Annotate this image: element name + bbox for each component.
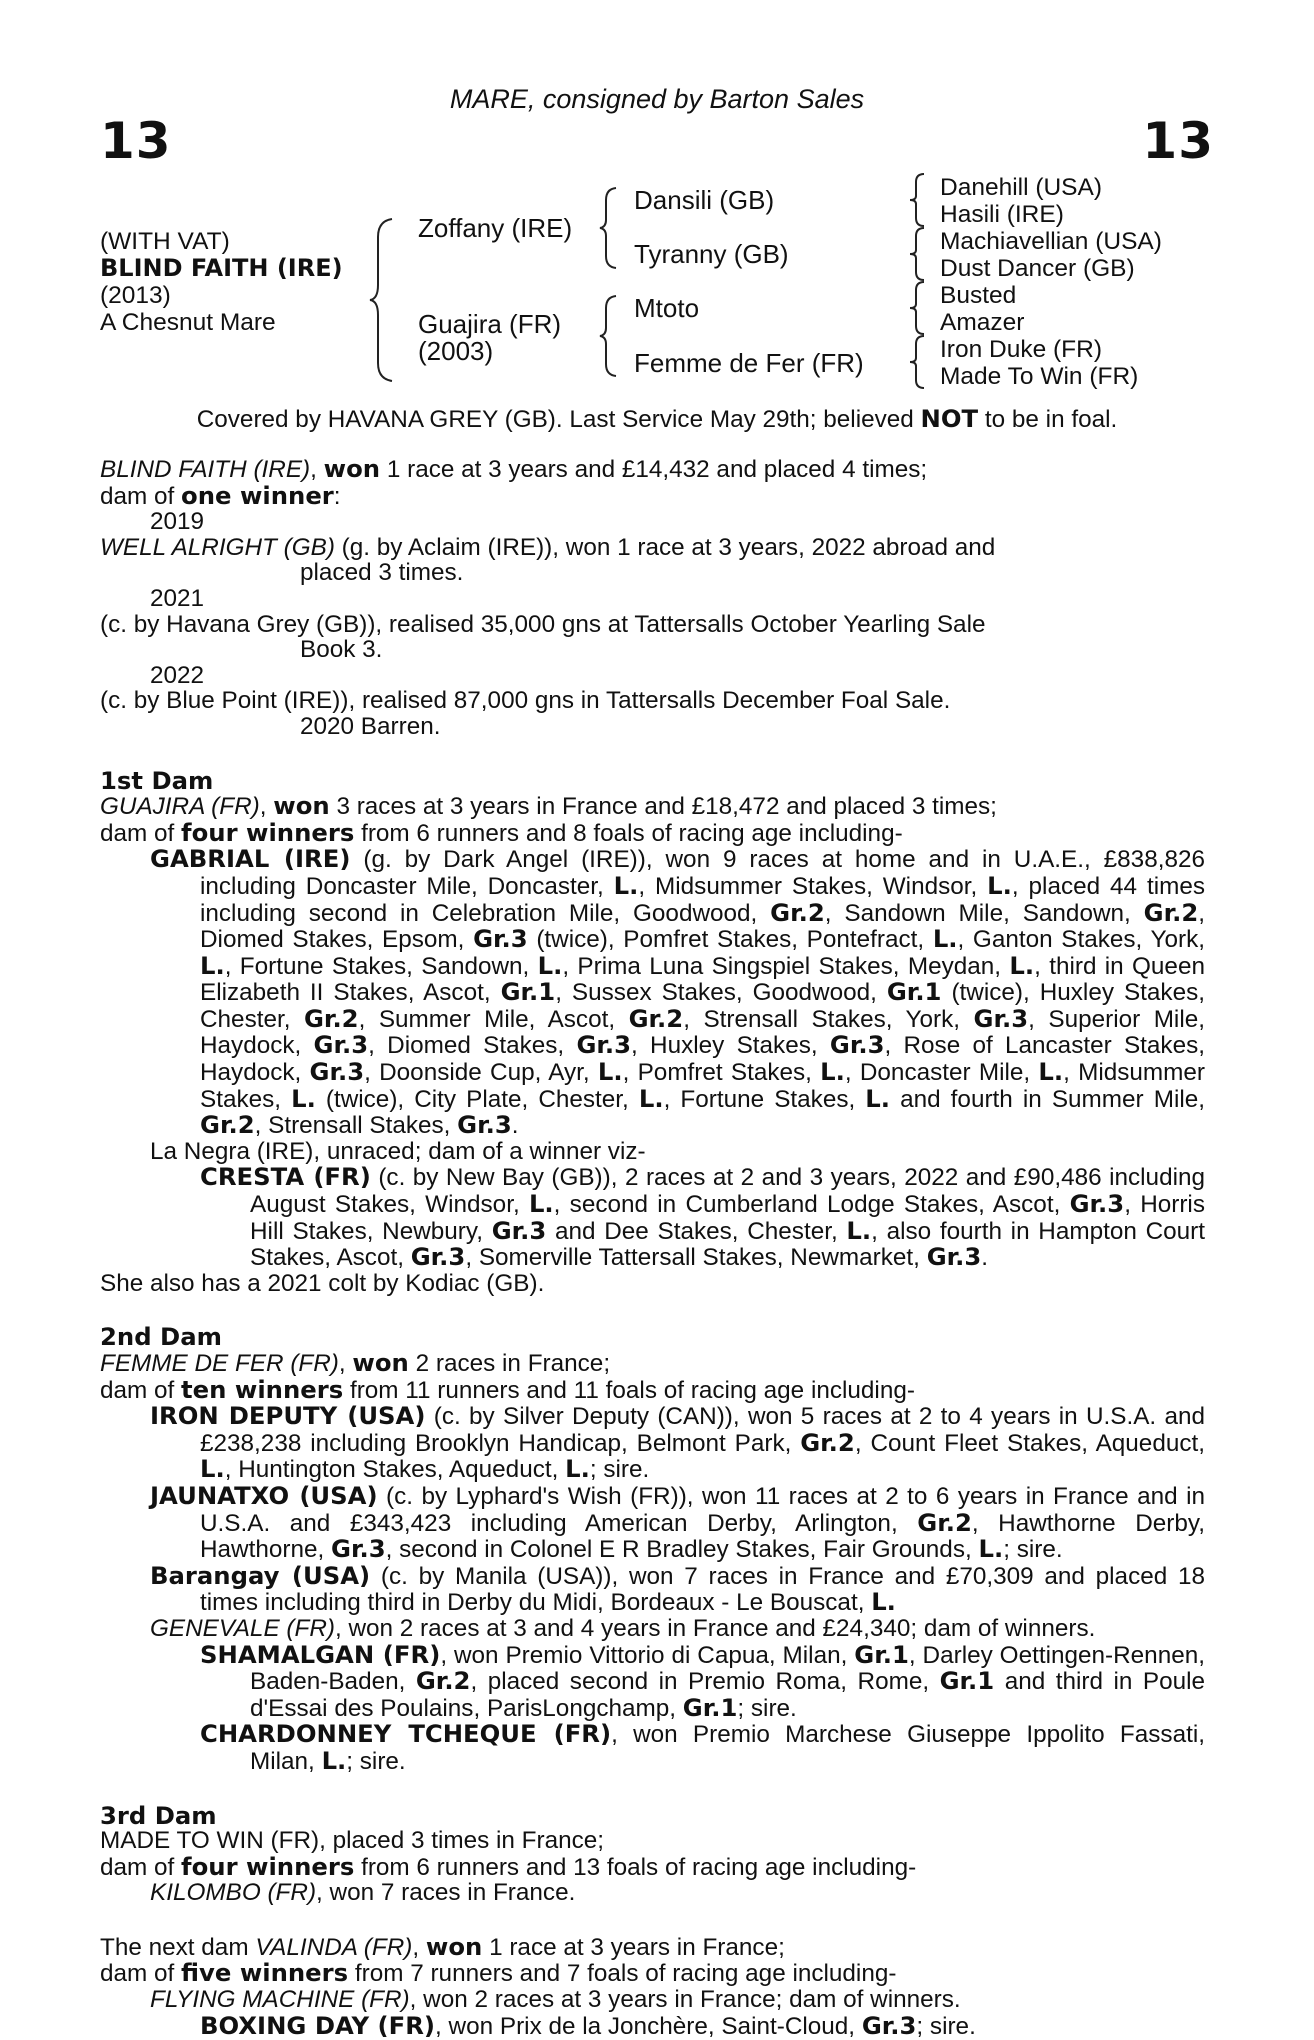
barangay-entry	[100, 1560, 1205, 1617]
progeny-2022-cont: 2020 Barren.	[300, 712, 441, 740]
gg-5: Busted	[940, 282, 1017, 309]
first-dam-also: She also has a 2021 colt by Kodiac (GB).	[100, 1269, 545, 1297]
sire: Zoffany (IRE)	[418, 213, 573, 243]
race-text: , Midsummer Stakes,	[200, 1059, 1205, 1113]
first-dam-winners: four winners	[181, 817, 355, 847]
race-text: , Huntington Stakes, Aqueduct,	[224, 1456, 566, 1484]
race-text: , Superior Mile, Haydock,	[200, 1005, 1205, 1060]
kilombo-name: KILOMBO (FR)	[150, 1879, 317, 1907]
race-text: , Doncaster Mile,	[844, 1059, 1039, 1087]
second-dam-name: FEMME DE FER (FR)	[100, 1350, 339, 1377]
second-dam-line1: FEMME DE FER (FR), won 2 races in France;	[100, 1348, 611, 1377]
intro-line2	[100, 480, 1205, 510]
race-grade: L.	[528, 1189, 554, 1219]
kilombo-entry	[100, 1880, 1205, 1906]
progeny-line1: (g. by Aclaim (IRE)), won 1 race at 3 years, 2022 abroad and	[334, 533, 996, 561]
progeny-year: 2019	[150, 508, 205, 536]
race-text: , Prima Luna Singspiel Stakes, Meydan,	[562, 952, 1010, 980]
race-grade: L.	[987, 870, 1012, 900]
race-text: , Summer Mile, Ascot,	[358, 1005, 629, 1033]
race-text: (c. by Lyphard's Wish (FR)), won 11 races at 2 to 6 years in France and in U.S.A. and £343,423 including American Derby, Arlington,	[200, 1482, 1206, 1537]
gabrial-name: GABRIAL (IRE)	[150, 844, 351, 874]
progeny-line1: (c. by Havana Grey (GB)), realised 35,000 gns at Tattersalls October Yearling Sale	[100, 610, 986, 638]
next-dam-line2	[100, 1960, 1205, 1987]
flying-machine-name: FLYING MACHINE (FR)	[150, 1986, 410, 2014]
boxing-day-text	[435, 2010, 976, 2040]
race-grade: L.	[613, 870, 639, 900]
third-dam-line2	[100, 1851, 1205, 1881]
progeny-2019-cont: placed 3 times.	[300, 559, 464, 587]
next-dam-comma: ,	[412, 1933, 426, 1961]
race-grade: L.	[537, 950, 563, 980]
race-text: ; sire.	[346, 1747, 406, 1775]
race-grade: Gr.3	[861, 2010, 917, 2040]
race-text: and Dee Stakes, Chester,	[546, 1217, 847, 1245]
first-dam-heading: 1st Dam	[100, 765, 214, 795]
race-text: ; sire.	[1003, 1536, 1063, 1564]
race-grade: L.	[200, 950, 225, 980]
race-text: (g. by Dark Angel (IRE)), won 9 races at home and in U.A.E., £838,826 including Doncaster Mile, Doncaster,	[200, 846, 1205, 900]
race-text: , Horris Hill Stakes, Newbury,	[250, 1191, 1205, 1245]
race-grade: L.	[638, 1083, 664, 1113]
race-text: , third in Queen Elizabeth II Stakes, Ascot,	[200, 952, 1205, 1007]
race-text: , Rose of Lancaster Stakes, Haydock,	[200, 1032, 1205, 1087]
race-text: , Strensall Stakes, York,	[683, 1005, 974, 1033]
race-grade: L.	[865, 1083, 891, 1113]
race-grade: Gr.1	[886, 977, 942, 1007]
race-text: , Diomed Stakes,	[368, 1032, 577, 1060]
next-dam-line1	[100, 1931, 1205, 1961]
covered-line	[0, 406, 1314, 433]
kilombo-rest: , won 7 races in France.	[316, 1879, 576, 1907]
race-grade: Gr.2	[800, 1427, 855, 1457]
third-dam-winners-rest: from 6 runners and 13 foals of racing age including-	[354, 1853, 917, 1881]
first-dam-line1-rest: 3 races at 3 years in France and £18,472 and placed 3 times;	[329, 793, 997, 821]
race-grade: Gr.3	[973, 1003, 1029, 1033]
next-dam-line1-rest: 1 race at 3 years in France;	[482, 1933, 785, 1961]
race-grade: Gr.2	[628, 1003, 684, 1033]
race-grade: Gr.3	[491, 1215, 547, 1245]
race-text: and third in Poule d'Essai des Poulains, ParisLongchamp,	[250, 1668, 1206, 1722]
next-dam-winners: five winners	[181, 1958, 349, 1988]
second-dam-won: won	[352, 1348, 409, 1377]
race-text: , Darley Oettingen-Rennen, Baden-Baden,	[250, 1641, 1205, 1696]
race-grade: Gr.2	[303, 1003, 359, 1033]
race-grade: L.	[597, 1057, 623, 1087]
horse-year: (2013)	[100, 282, 171, 309]
horse-description: A Chesnut Mare	[100, 309, 276, 336]
horse-name: BLIND FAITH (IRE)	[100, 254, 343, 282]
race-grade: Gr.2	[917, 1507, 972, 1537]
next-dam-prefix: The next dam	[100, 1933, 256, 1961]
race-text: , won Premio Marchese Giuseppe Ippolito Fassati, Milan,	[250, 1721, 1205, 1775]
next-dam-dam-of: dam of	[100, 1960, 182, 1988]
race-text: (c. by Silver Deputy (CAN)), won 5 races at 2 to 4 years in U.S.A. and £238,238 including Brooklyn Handicap, Belmont Park,	[200, 1403, 1206, 1457]
progeny-2021-cont: Book 3.	[300, 636, 383, 664]
race-text: , Fortune Stakes, Sandown,	[224, 952, 538, 980]
race-text: (c. by New Bay (GB)), 2 races at 2 and 3 years, 2022 and £90,486 including August Stakes, Windsor,	[250, 1164, 1206, 1219]
race-text: , Hawthorne Derby, Hawthorne,	[200, 1509, 1206, 1564]
race-grade: Gr.1	[682, 1692, 738, 1722]
progeny-2019	[100, 509, 1205, 560]
race-text: (twice), Pomfret Stakes, Pontefract,	[527, 926, 933, 954]
brace-gg1	[908, 172, 928, 228]
iron-deputy-name: IRON DEPUTY (USA)	[150, 1401, 426, 1431]
lot-number-right: 13	[1142, 112, 1214, 170]
progeny-2022	[100, 663, 1205, 714]
race-grade: L.	[200, 1454, 225, 1484]
consignment-header: MARE, consigned by Barton Sales	[449, 84, 865, 114]
first-dam-won: won	[273, 791, 330, 821]
gg-2: Hasili (IRE)	[940, 201, 1064, 228]
dam-sire: Mtoto	[634, 293, 700, 323]
gg-3: Machiavellian (USA)	[940, 228, 1162, 255]
brace-gg4	[908, 334, 928, 390]
race-grade: L.	[871, 1587, 896, 1617]
race-grade: Gr.3	[829, 1030, 885, 1060]
third-dam-winners: four winners	[181, 1851, 355, 1881]
second-dam-winners-rest: from 11 runners and 11 foals of racing age including-	[343, 1376, 915, 1404]
race-grade: Gr.1	[500, 977, 556, 1007]
brace-gg2	[908, 226, 928, 282]
covered-suffix: to be in foal.	[978, 406, 1118, 433]
race-grade: Gr.1	[939, 1666, 995, 1696]
race-text: , Doonside Cup, Ayr,	[364, 1059, 598, 1087]
jaunatxo-entry	[100, 1480, 1206, 1564]
race-grade: Gr.2	[415, 1666, 471, 1696]
race-grade: Gr.3	[457, 1110, 512, 1140]
race-text: (c. by Manila (USA)), won 7 races in France and £70,309 and placed 18 times including third in Derby du Midi, Bordeaux - Le Bouscat,	[200, 1562, 1205, 1617]
race-text: , Sussex Stakes, Goodwood,	[555, 979, 887, 1007]
sire-sire: Dansili (GB)	[634, 185, 775, 215]
covered-not: NOT	[920, 404, 979, 433]
second-dam-heading: 2nd Dam	[100, 1322, 222, 1352]
chardonney-name: CHARDONNEY TCHEQUE (FR)	[200, 1719, 612, 1749]
progeny-year: 2022	[150, 661, 205, 689]
intro-line1: BLIND FAITH (IRE), won 1 race at 3 years and £14,432 and placed 4 times;	[100, 454, 928, 483]
second-dam-winners: ten winners	[181, 1374, 344, 1404]
intro-name: BLIND FAITH (IRE)	[100, 456, 311, 483]
gg-7: Iron Duke (FR)	[940, 336, 1103, 363]
boxing-day-name: BOXING DAY (FR)	[200, 2010, 436, 2040]
race-grade: Gr.2	[1143, 897, 1199, 927]
third-dam-line1: MADE TO WIN (FR), placed 3 times in France;	[100, 1827, 605, 1855]
vat-label: (WITH VAT)	[100, 228, 230, 255]
race-grade: Gr.1	[854, 1639, 909, 1669]
race-text: , Ganton Stakes, York,	[957, 926, 1205, 954]
gabrial-text	[200, 846, 1205, 1139]
race-text: .	[981, 1244, 989, 1272]
race-grade: L.	[820, 1057, 845, 1087]
race-text: , also fourth in Hampton Court Stakes, Ascot,	[250, 1217, 1205, 1272]
race-grade: L.	[565, 1454, 590, 1484]
gg-list	[940, 174, 1162, 390]
race-text: (twice), Huxley Stakes, Chester,	[200, 979, 1205, 1033]
race-text: , won Prix de la Jonchère, Saint-Cloud,	[435, 2012, 862, 2040]
second-dam-dam-of: dam of	[100, 1376, 182, 1404]
first-dam-line2	[100, 817, 1205, 847]
race-grade: Gr.3	[331, 1534, 386, 1564]
brace-gg3	[908, 280, 928, 336]
race-text: , Midsummer Stakes, Windsor,	[638, 872, 988, 900]
race-grade: L.	[846, 1215, 872, 1245]
genevale-entry	[100, 1616, 1205, 1642]
iron-deputy-entry	[100, 1403, 1205, 1483]
third-dam-heading: 3rd Dam	[100, 1800, 217, 1830]
covered-prefix: Covered by HAVANA GREY (GB). Last Service May 29th; believed	[196, 406, 921, 433]
next-dam-won: won	[425, 1931, 483, 1961]
race-grade: L.	[291, 1083, 316, 1113]
flying-machine-rest: , won 2 races at 3 years in France; dam of winners.	[409, 1986, 961, 2014]
race-text: ; sire.	[916, 2012, 976, 2040]
race-text: , Fortune Stakes,	[663, 1085, 866, 1113]
race-grade: L.	[932, 924, 958, 954]
next-dam-name: VALINDA (FR)	[255, 1933, 413, 1961]
intro-line1-rest: 1 race at 3 years and £14,432 and placed 4 times;	[380, 456, 928, 483]
catalogue-body	[100, 456, 1205, 2039]
race-grade: Gr.3	[309, 1057, 365, 1087]
dam: Guajira (FR)	[418, 309, 562, 339]
race-text: , second in Cumberland Lodge Stakes, Ascot,	[553, 1191, 1070, 1219]
race-text: (twice), City Plate, Chester,	[315, 1085, 639, 1113]
gg-4: Dust Dancer (GB)	[940, 255, 1135, 282]
cresta-text	[250, 1164, 1205, 1271]
sire-dam: Tyranny (GB)	[634, 239, 789, 269]
race-text: , Somerville Tattersall Stakes, Newmarket,	[465, 1244, 927, 1272]
first-dam-winners-rest: from 6 runners and 8 foals of racing age including-	[354, 819, 903, 847]
race-grade: L.	[978, 1534, 1004, 1564]
pedigree-brace-main	[368, 215, 398, 385]
race-text: ; sire.	[737, 1694, 797, 1722]
race-text: , won Premio Vittorio di Capua, Milan,	[440, 1641, 855, 1669]
race-grade: Gr.2	[200, 1110, 255, 1140]
race-text: , Diomed Stakes, Epsom,	[200, 899, 1206, 954]
dam-year: (2003)	[418, 336, 494, 366]
dam-dam: Femme de Fer (FR)	[634, 348, 864, 378]
gg-6: Amazer	[940, 309, 1025, 336]
genevale-rest: , won 2 races at 3 and 4 years in France and £24,340; dam of winners.	[334, 1614, 1096, 1642]
race-text: , Count Fleet Stakes, Aqueduct,	[854, 1429, 1205, 1457]
race-text: , Sandown Mile, Sandown,	[824, 899, 1144, 927]
race-grade: Gr.3	[926, 1242, 982, 1272]
boxing-day-entry	[100, 2010, 1205, 2040]
race-grade: L.	[1009, 950, 1035, 980]
gg-8: Made To Win (FR)	[940, 363, 1139, 390]
pedigree-brace-dam	[598, 294, 620, 378]
pedigree-brace-sire	[598, 186, 620, 270]
lot-number-left: 13	[100, 112, 172, 170]
jaunatxo-name: JAUNATXO (USA)	[150, 1480, 378, 1510]
race-grade: Gr.3	[576, 1030, 632, 1060]
race-grade: Gr.3	[473, 924, 528, 954]
race-grade: Gr.3	[410, 1242, 466, 1272]
race-grade: Gr.2	[770, 897, 825, 927]
race-text: and fourth in Summer Mile,	[890, 1085, 1206, 1113]
intro-dam-of: dam of	[100, 482, 182, 510]
la-negra-line: La Negra (IRE), unraced; dam of a winner viz-	[150, 1137, 646, 1165]
second-dam-line1-rest: 2 races in France;	[408, 1350, 611, 1377]
progeny-year: 2021	[150, 584, 205, 612]
race-grade: L.	[1038, 1057, 1064, 1087]
race-text: .	[511, 1112, 519, 1140]
first-dam-dam-of: dam of	[100, 819, 182, 847]
intro-colon: :	[333, 482, 341, 510]
race-grade: Gr.3	[313, 1030, 369, 1060]
intro-won: won	[323, 454, 381, 483]
shamalgan-name: SHAMALGAN (FR)	[200, 1639, 441, 1669]
next-dam-winners-rest: from 7 runners and 7 foals of racing age including-	[348, 1960, 897, 1988]
race-text: , Pomfret Stakes,	[622, 1059, 821, 1087]
third-dam-dam-of: dam of	[100, 1853, 182, 1881]
shamalgan-entry	[100, 1639, 1206, 1722]
race-text: ; sire.	[589, 1456, 650, 1484]
first-dam-line1: GUAJIRA (FR), won 3 races at 3 years in France and £18,472 and placed 3 times;	[100, 791, 997, 821]
race-text: , Huxley Stakes,	[631, 1032, 830, 1060]
intro-one-winner: one winner	[181, 480, 334, 510]
genevale-name: GENEVALE (FR)	[150, 1614, 335, 1642]
chardonney-entry	[100, 1721, 1205, 1774]
race-grade: L.	[321, 1745, 347, 1775]
race-grade: Gr.3	[1069, 1189, 1125, 1219]
race-text: , second in Colonel E R Bradley Stakes, Fair Grounds,	[385, 1536, 979, 1564]
gg-1: Danehill (USA)	[940, 174, 1103, 201]
barangay-name: Barangay (USA)	[150, 1560, 371, 1590]
race-text: , placed second in Premio Roma, Rome,	[470, 1668, 940, 1696]
first-dam-name: GUAJIRA (FR)	[100, 793, 260, 821]
race-text: , Strensall Stakes,	[254, 1112, 458, 1140]
gabrial-entry	[100, 846, 1205, 1139]
progeny-2021	[100, 586, 1205, 637]
progeny-line1: (c. by Blue Point (IRE)), realised 87,000 gns in Tattersalls December Foal Sale.	[100, 687, 951, 715]
horse-info	[100, 228, 343, 336]
progeny-name: WELL ALRIGHT (GB)	[100, 533, 335, 561]
cresta-entry	[100, 1164, 1205, 1270]
race-text: , placed 44 times including second in Celebration Mile, Goodwood,	[200, 872, 1205, 927]
cresta-name: CRESTA (FR)	[200, 1162, 371, 1192]
second-dam-line2	[100, 1374, 1205, 1404]
